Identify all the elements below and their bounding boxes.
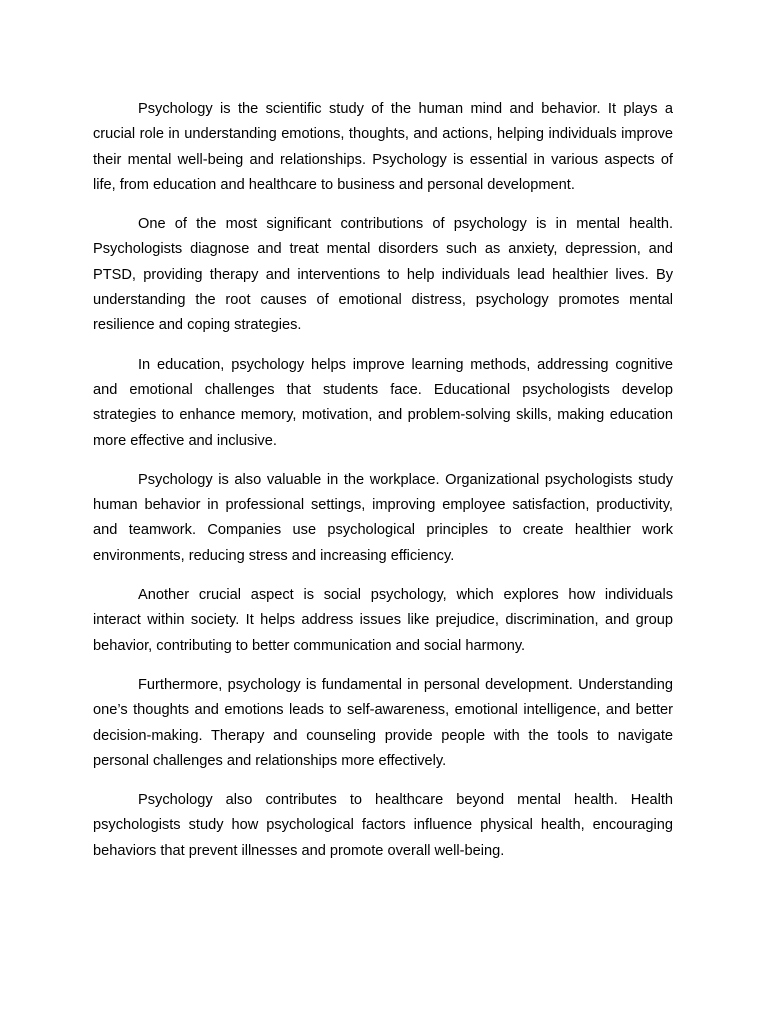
paragraph-healthcare: Psychology also contributes to healthcare beyond mental health. Health psychologists study how psychological factors influence physical health, encouraging behaviors that prevent illnesses and promote overall well-being. bbox=[93, 792, 673, 859]
paragraph-intro: Psychology is the scientific study of the human mind and behavior. It plays a crucial role in understanding emotions, thoughts, and actions, helping individuals improve their mental well-being and relationships. Psychology is essential in various aspects of life, from education and healthcare to business and personal development. bbox=[93, 101, 673, 193]
document-body bbox=[93, 97, 673, 878]
paragraph-workplace: Psychology is also valuable in the workplace. Organizational psychologists study human behavior in professional settings, improving employee satisfaction, productivity, and teamwork. Companies use psychological principles to create healthier work environments, reducing stress and increasing efficiency. bbox=[93, 471, 673, 564]
paragraph-personal-development: Furthermore, psychology is fundamental in personal development. Understanding one’s thoughts and emotions leads to self-awareness, emotional intelligence, and better decision-making. Therapy and counseling provide people with the tools to navigate personal challenges and relationships more effectively. bbox=[93, 676, 673, 769]
paragraph-mental-health: One of the most significant contributions of psychology is in mental health. Psychologists diagnose and treat mental disorders such as anxiety, depression, and PTSD, providing therapy and interventions to help individuals lead healthier lives. By understanding the root causes of emotional distress, psychology promotes mental resilience and coping strategies. bbox=[93, 216, 673, 334]
paragraph-education: In education, psychology helps improve learning methods, addressing cognitive and emotional challenges that students face. Educational psychologists develop strategies to enhance memory, motivation, and problem-solving skills, making education more effective and inclusive. bbox=[93, 356, 673, 449]
paragraph-social-psychology: Another crucial aspect is social psychology, which explores how individuals interact within society. It helps address issues like prejudice, discrimination, and group behavior, contributing to better communication and social harmony. bbox=[93, 587, 673, 654]
